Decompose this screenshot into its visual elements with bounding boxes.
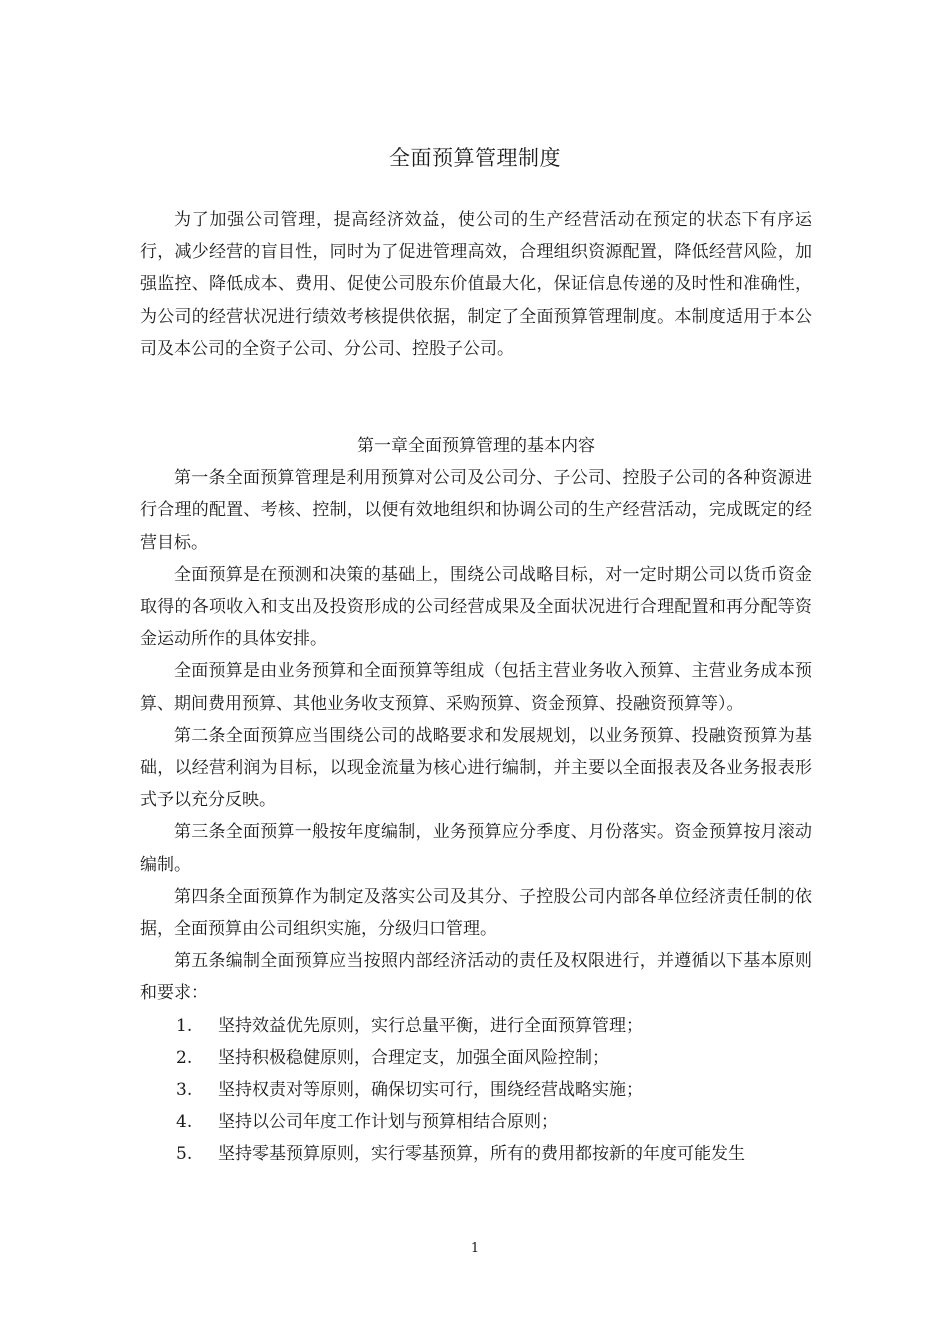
article-4-paragraph: 第四条全面预算作为制定及落实公司及其分、子控股公司内部各单位经济责任制的依据，全面预算由公司组织实施，分级归口管理。 [140,886,812,940]
intro-paragraph: 为了加强公司管理，提高经济效益，使公司的生产经营活动在预定的状态下有序运行，减少经营的盲目性，同时为了促进管理高效，合理组织资源配置，降低经营风险，加强监控、降低成本、费用、促使公司股东价值最大化，保证信息传递的及时性和准确性，为公司的经营状况进行绩效考核提供依据，制定了全面预算管理制度。本制度适用于本公司及本公司的全资子公司、分公司、控股子公司。 [140,210,812,359]
list-item-number: 3. [176,1080,193,1101]
chapter-1-section [140,430,812,1171]
article-2-paragraph: 第二条全面预算应当围绕公司的战略要求和发展规划，以业务预算、投融资预算为基础，以经营利润为目标，以现金流量为核心进行编制，并主要以全面报表及各业务报表形式予以充分反映。 [140,725,812,811]
article-3-paragraph: 第三条全面预算一般按年度编制，业务预算应分季度、月份落实。资金预算按月滚动编制。 [140,822,812,875]
list-item [140,1106,812,1138]
list-item-text: 坚持权责对等原则，确保切实可行，围绕经营战略实施； [218,1080,643,1101]
budget-definition-paragraph: 全面预算是在预测和决策的基础上，围绕公司战略目标，对一定时期公司以货币资金取得的各项收入和支出及投资形成的公司经营成果及全面状况进行合理配置和再分配等资金运动所作的具体安排。 [140,564,812,650]
list-item-text: 坚持效益优先原则，实行总量平衡，进行全面预算管理； [218,1015,643,1036]
budget-composition-paragraph: 全面预算是由业务预算和全面预算等组成（包括主营业务收入预算、主营业务成本预算、期间费用预算、其他业务收支预算、采购预算、资金预算、投融资预算等）。 [140,661,812,714]
list-item-number: 5. [176,1144,193,1165]
list-item [140,1042,812,1074]
list-item [140,1138,812,1170]
list-item [140,1010,812,1042]
list-item [140,1074,812,1106]
page-number: 1 [470,1241,480,1256]
list-item-text: 坚持以公司年度工作计划与预算相结合原则； [218,1112,558,1133]
chapter-heading: 第一章全面预算管理的基本内容 [357,436,595,456]
list-item-text: 坚持积极稳健原则，合理定支，加强全面风险控制； [218,1047,609,1068]
list-item-number: 2. [176,1047,193,1068]
document-title: 全面预算管理制度 [389,146,561,170]
list-item-text: 坚持零基预算原则，实行零基预算，所有的费用都按新的年度可能发生 [218,1144,745,1165]
article-1-paragraph: 第一条全面预算管理是利用预算对公司及公司分、子公司、控股子公司的各种资源进行合理的配置、考核、控制，以便有效地组织和协调公司的生产经营活动，完成既定的经营目标。 [140,468,812,553]
list-item-number: 1. [176,1015,193,1036]
intro-section [140,204,812,365]
article-5-paragraph: 第五条编制全面预算应当按照内部经济活动的责任及权限进行，并遵循以下基本原则和要求： [140,951,812,1004]
list-item-number: 4. [176,1112,193,1133]
